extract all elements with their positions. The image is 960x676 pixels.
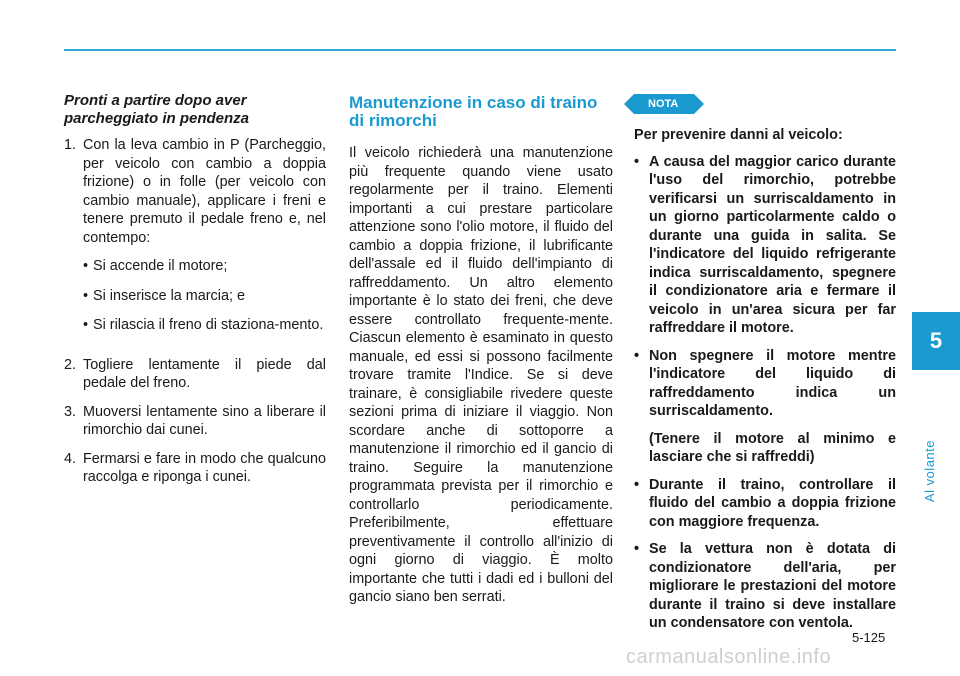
- step-text: Fermarsi e fare in modo che qualcuno raccolga e riponga i cunei.: [83, 450, 326, 485]
- step-number: 4.: [64, 450, 77, 467]
- column-middle: [349, 92, 613, 607]
- watermark: carmanualsonline.info: [626, 646, 832, 668]
- note-item: • A causa del maggior carico durante l'uso del rimorchio, potrebbe verificarsi un surriscaldamento in un giorno particolarmente caldo o durante una guida in salita. Se l'indicatore del liquido refrigerante indica surriscaldamento, spegnere il condizionatore aria e fermare il veicolo in un'area sicura per far raffreddare il motore.: [634, 153, 896, 336]
- chapter-tab: [912, 312, 960, 370]
- step-item: [64, 136, 326, 346]
- step-item: [64, 450, 326, 487]
- step-text: Con la leva cambio in P (Parcheggio, per veicolo con cambio a doppia frizione) o in folle (per veicolo con cambio manuale), applicare i freni e tenere premuto il pedale freno e, nel contempo:: [83, 137, 326, 246]
- section-heading: Pronti a partire dopo aver parcheggiato in pendenza: [64, 92, 250, 127]
- step-sublist: [83, 257, 326, 335]
- nota-badge: NOTA: [634, 94, 694, 114]
- step-number: 2.: [64, 356, 77, 373]
- sub-item: • Si inserisce la marcia; e: [83, 287, 245, 304]
- note-item: • Durante il traino, controllare il fluido del cambio a doppia frizione con maggiore frequenza.: [634, 476, 896, 530]
- step-number: 3.: [64, 403, 77, 420]
- step-item: [64, 356, 326, 393]
- chapter-title: Al volante: [922, 440, 937, 503]
- step-text: Togliere lentamente il piede dal pedale del freno.: [83, 356, 326, 391]
- note-item: • Se la vettura non è dotata di condizionatore dell'aria, per migliorare le prestazioni del motore durante il traino si deve installare un condensatore con ventola.: [634, 541, 896, 631]
- sub-item: • Si rilascia il freno di staziona-mento.: [83, 317, 324, 333]
- step-item: [64, 403, 326, 440]
- page-number: 5-125: [852, 630, 886, 645]
- nota-intro: Per prevenire danni al veicolo:: [634, 127, 843, 143]
- section-heading: Manutenzione in caso di traino di rimorchi: [349, 93, 598, 130]
- body-paragraph: Il veicolo richiederà una manutenzione più frequente quando viene usato regolarmente per il traino. Elementi importanti a cui prestare particolare attenzione sono l'olio motore, il fluido del cambio a doppia frizione, il lubrificante dell'assale ed il fluido dell'impianto di raffreddamento. Un altro elemento importante è lo stato dei freni, che deve essere controllato frequente-mente. Ciascun elemento è esaminato in questo manuale, ed essi si possono facilmente trovare tramite l'Indice. Se si deve trainare, è consigliabile rivedere queste sezioni prima di iniziare il viaggio. Non scordare anche di sottoporre a manutenzione il rimorchio ed il gancio di traino. Seguire la manutenzione programmata prevista per il rimorchio e controllarlo periodicamente. Preferibilmente, effettuare preventivamente il controllo all'inizio di ogni giorno di viaggio. È molto importante che tutti i dadi ed i bulloni del gancio siano ben serrati.: [349, 145, 613, 605]
- top-rule: [64, 49, 896, 51]
- step-number: 1.: [64, 137, 77, 153]
- note-item: • Non spegnere il motore mentre l'indicatore del liquido di raffreddamento indica un surriscaldamento. (Tenere il motore al minimo e lasciare che si raffreddi): [634, 347, 896, 465]
- column-left: [64, 92, 326, 497]
- column-right: [634, 92, 896, 642]
- sub-item: • Si accende il motore;: [83, 258, 228, 274]
- chapter-number: 5: [929, 328, 943, 353]
- note-list: [634, 153, 896, 633]
- note-extra: (Tenere il motore al minimo e lasciare che si raffreddi): [649, 430, 896, 465]
- steps-list: [64, 136, 326, 487]
- step-text: Muoversi lentamente sino a liberare il rimorchio dai cunei.: [83, 403, 326, 438]
